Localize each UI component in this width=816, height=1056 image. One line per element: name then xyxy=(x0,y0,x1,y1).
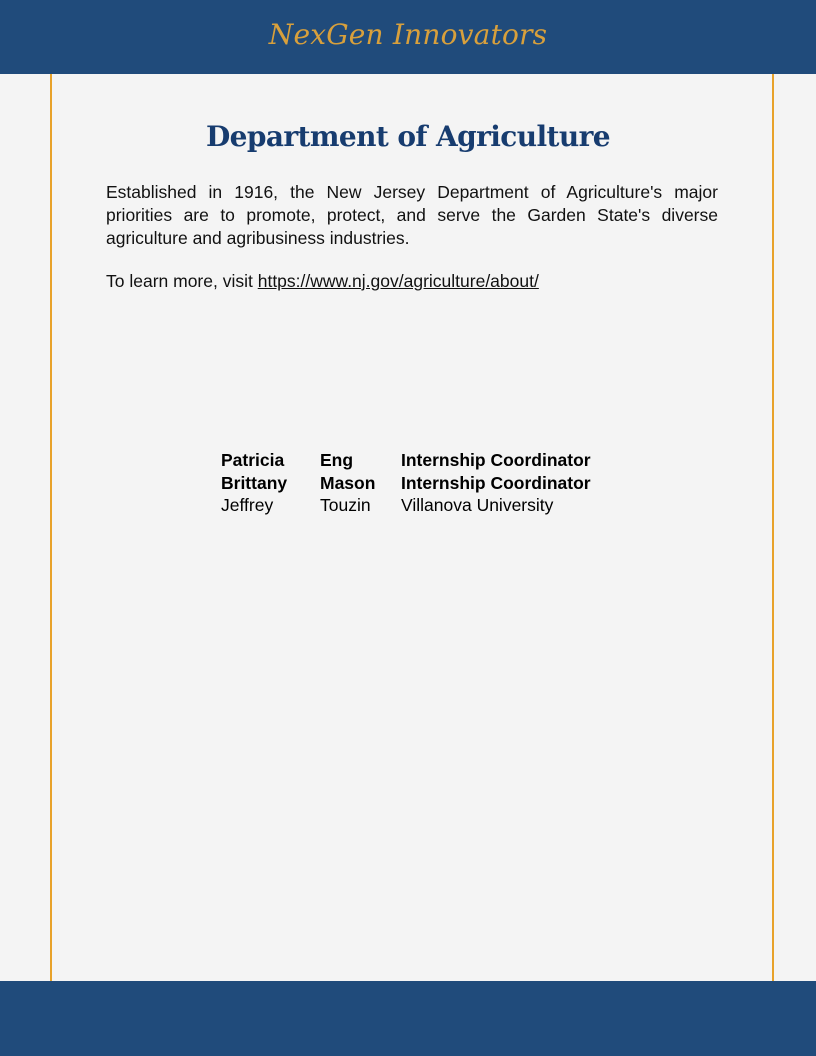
page-title: Department of Agriculture xyxy=(205,120,611,153)
left-border-rule xyxy=(50,74,52,981)
contact-first-name: Patricia xyxy=(221,450,285,470)
contact-role: Internship Coordinator xyxy=(401,450,591,470)
intro-paragraph: Established in 1916, the New Jersey Department of Agriculture's major priorities are to promote, protect, and serve the Garden State's diverse agriculture and agribusiness industries. xyxy=(106,182,718,248)
header-bar xyxy=(0,0,816,74)
contact-first-name: Brittany xyxy=(221,472,288,493)
footer-bar xyxy=(0,981,816,1056)
right-border-rule xyxy=(772,74,774,981)
learn-more-prefix: To learn more, visit xyxy=(106,271,258,291)
contact-last-name: Mason xyxy=(320,472,376,493)
contact-row xyxy=(221,473,591,496)
contact-last-name: Touzin xyxy=(320,495,371,515)
agriculture-about-link[interactable]: https://www.nj.gov/agriculture/about/ xyxy=(257,271,539,291)
contact-role: Internship Coordinator xyxy=(401,472,591,493)
brand-title: NexGen Innovators xyxy=(268,17,548,51)
contact-row xyxy=(221,450,591,473)
contact-role: Villanova University xyxy=(401,495,554,515)
contact-last-name: Eng xyxy=(320,450,354,470)
contacts-table xyxy=(221,450,591,518)
contact-row xyxy=(221,495,591,518)
learn-more-line xyxy=(106,270,718,293)
contact-first-name: Jeffrey xyxy=(221,495,274,515)
